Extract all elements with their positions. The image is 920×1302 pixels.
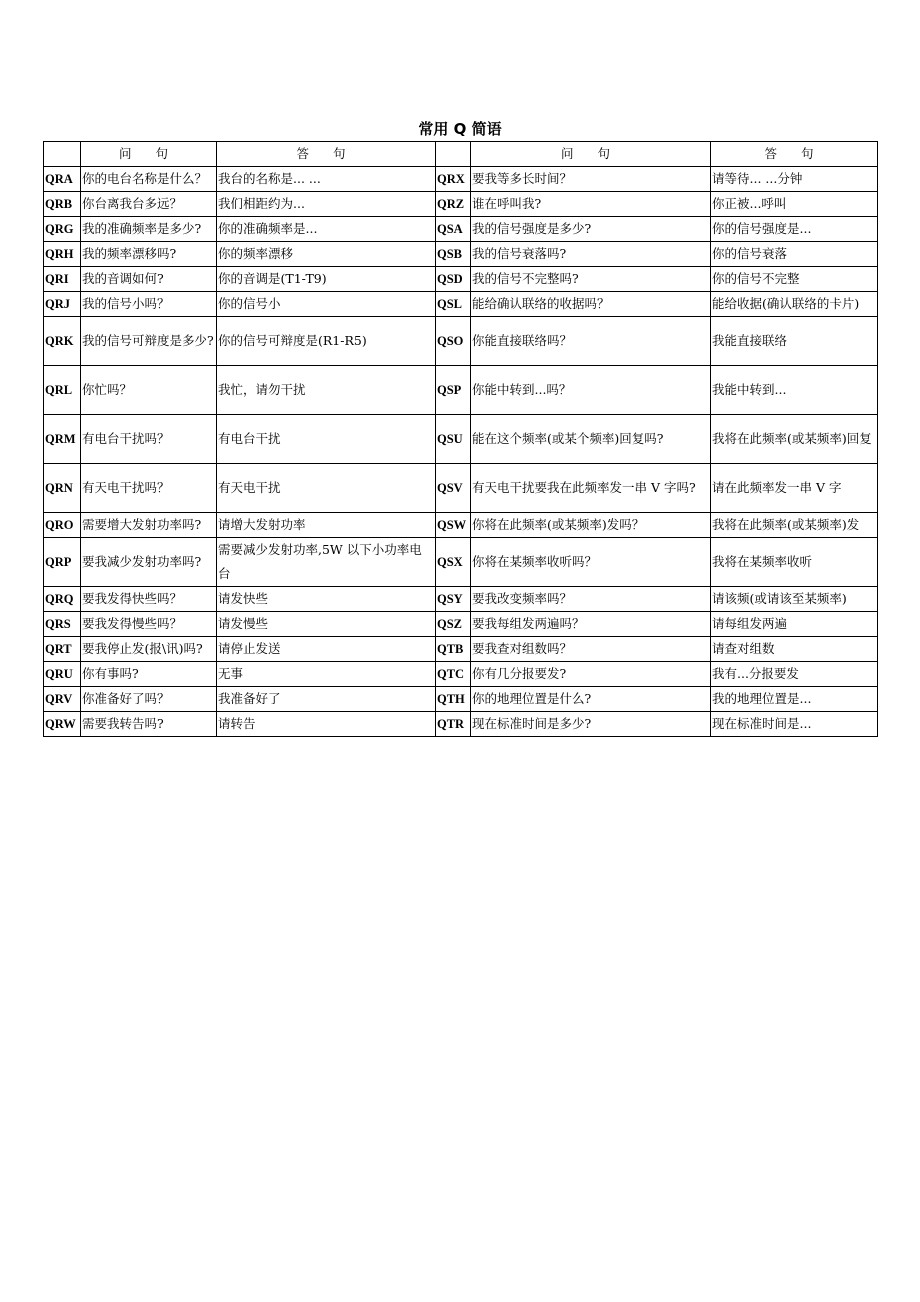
answer-cell: 我有...分报要发: [711, 662, 878, 687]
q-code: QTH: [436, 687, 471, 712]
q-code: QRP: [44, 538, 81, 587]
question-cell: 要我每组发两遍吗？: [471, 612, 711, 637]
question-cell: 要我发得慢些吗？: [81, 612, 217, 637]
q-code: QSP: [436, 366, 471, 415]
q-code: QRM: [44, 415, 81, 464]
question-cell: 你的地理位置是什么?: [471, 687, 711, 712]
answer-cell: 我将在此频率(或某频率)回复: [711, 415, 878, 464]
question-cell: 你有几分报要发?: [471, 662, 711, 687]
table-row: [44, 415, 878, 464]
question-cell: 要我减少发射功率吗?: [81, 538, 217, 587]
answer-cell: 有电台干扰: [217, 415, 436, 464]
q-code: QRO: [44, 513, 81, 538]
table-row: [44, 217, 878, 242]
answer-cell: 请增大发射功率: [217, 513, 436, 538]
q-code-table: [43, 141, 878, 737]
q-code: QRN: [44, 464, 81, 513]
question-cell: 有电台干扰吗？: [81, 415, 217, 464]
question-cell: 你准备好了吗？: [81, 687, 217, 712]
question-cell: 要我改变频率吗？: [471, 587, 711, 612]
answer-cell: 请每组发两遍: [711, 612, 878, 637]
table-row: [44, 687, 878, 712]
q-code: QSO: [436, 317, 471, 366]
table-row: [44, 292, 878, 317]
table-row: [44, 612, 878, 637]
q-code: QTR: [436, 712, 471, 737]
question-cell: 有天电干扰要我在此频率发一串 V 字吗?: [471, 464, 711, 513]
q-code: QSD: [436, 267, 471, 292]
question-cell: 有天电干扰吗？: [81, 464, 217, 513]
question-cell: 我的频率漂移吗?: [81, 242, 217, 267]
answer-cell: 请停止发送: [217, 637, 436, 662]
answer-cell: 现在标准时间是...: [711, 712, 878, 737]
question-cell: 你忙吗？: [81, 366, 217, 415]
table-row: [44, 242, 878, 267]
question-cell: 你将在此频率(或某频率)发吗？: [471, 513, 711, 538]
question-cell: 你能中转到...吗？: [471, 366, 711, 415]
question-cell: 能在这个频率(或某个频率)回复吗?: [471, 415, 711, 464]
q-code: QRH: [44, 242, 81, 267]
q-code: QSX: [436, 538, 471, 587]
table-row: [44, 662, 878, 687]
answer-cell: 我忙，请勿干扰: [217, 366, 436, 415]
table-row: [44, 538, 878, 587]
question-cell: 我的信号强度是多少?: [471, 217, 711, 242]
table-header-row: [44, 142, 878, 167]
question-cell: 你将在某频率收听吗？: [471, 538, 711, 587]
question-cell: 需要我转告吗?: [81, 712, 217, 737]
table-row: [44, 587, 878, 612]
table-row: [44, 513, 878, 538]
q-code: QRG: [44, 217, 81, 242]
q-code: QRK: [44, 317, 81, 366]
q-code: QRB: [44, 192, 81, 217]
question-cell: 我的准确频率是多少?: [81, 217, 217, 242]
table-row: [44, 712, 878, 737]
question-cell: 我的音调如何?: [81, 267, 217, 292]
answer-cell: 你的信号小: [217, 292, 436, 317]
answer-cell: 我能中转到...: [711, 366, 878, 415]
header-question: 问 句: [81, 142, 217, 167]
question-cell: 你能直接联络吗？: [471, 317, 711, 366]
q-code: QRT: [44, 637, 81, 662]
answer-cell: 请等待... ...分钟: [711, 167, 878, 192]
question-cell: 要我等多长时间？: [471, 167, 711, 192]
header-blank-1: [44, 142, 81, 167]
q-code: QRZ: [436, 192, 471, 217]
answer-cell: 我将在某频率收听: [711, 538, 878, 587]
answer-cell: 你的频率漂移: [217, 242, 436, 267]
q-code: QRI: [44, 267, 81, 292]
question-cell: 谁在呼叫我?: [471, 192, 711, 217]
answer-cell: 有天电干扰: [217, 464, 436, 513]
q-code: QRQ: [44, 587, 81, 612]
question-cell: 现在标准时间是多少?: [471, 712, 711, 737]
q-code: QTC: [436, 662, 471, 687]
q-code: QRS: [44, 612, 81, 637]
question-cell: 我的信号不完整吗?: [471, 267, 711, 292]
header-answer-2: 答 句: [711, 142, 878, 167]
answer-cell: 我将在此频率(或某频率)发: [711, 513, 878, 538]
table-row: [44, 464, 878, 513]
answer-cell: 无事: [217, 662, 436, 687]
table-row: [44, 192, 878, 217]
answer-cell: 你的信号不完整: [711, 267, 878, 292]
answer-cell: 请发快些: [217, 587, 436, 612]
q-code: QSV: [436, 464, 471, 513]
q-code: QSZ: [436, 612, 471, 637]
question-cell: 需要增大发射功率吗?: [81, 513, 217, 538]
q-code: QTB: [436, 637, 471, 662]
q-code: QRA: [44, 167, 81, 192]
question-cell: 你的电台名称是什么？: [81, 167, 217, 192]
answer-cell: 你的信号衰落: [711, 242, 878, 267]
question-cell: 要我停止发(报\讯)吗?: [81, 637, 217, 662]
q-code: QSA: [436, 217, 471, 242]
answer-cell: 我的地理位置是...: [711, 687, 878, 712]
answer-cell: 我们相距约为...: [217, 192, 436, 217]
q-code: QRX: [436, 167, 471, 192]
answer-cell: 我准备好了: [217, 687, 436, 712]
question-cell: 我的信号衰落吗?: [471, 242, 711, 267]
answer-cell: 请发慢些: [217, 612, 436, 637]
answer-cell: 你的信号强度是...: [711, 217, 878, 242]
q-code: QSW: [436, 513, 471, 538]
question-cell: 我的信号可辩度是多少?: [81, 317, 217, 366]
q-code: QRV: [44, 687, 81, 712]
table-row: [44, 167, 878, 192]
table-row: [44, 317, 878, 366]
question-cell: 你有事吗?: [81, 662, 217, 687]
answer-cell: 请该频(或请该至某频率): [711, 587, 878, 612]
q-code: QRU: [44, 662, 81, 687]
answer-cell: 你的音调是(T1-T9): [217, 267, 436, 292]
q-code: QSU: [436, 415, 471, 464]
question-cell: 你台离我台多远？: [81, 192, 217, 217]
q-code: QSL: [436, 292, 471, 317]
q-code: QRL: [44, 366, 81, 415]
q-code: QRW: [44, 712, 81, 737]
answer-cell: 你的准确频率是...: [217, 217, 436, 242]
question-cell: 要我发得快些吗？: [81, 587, 217, 612]
q-code: QRJ: [44, 292, 81, 317]
answer-cell: 需要减少发射功率,5W 以下小功率电台: [217, 538, 436, 587]
answer-cell: 我台的名称是... ...: [217, 167, 436, 192]
answer-cell: 请在此频率发一串 V 字: [711, 464, 878, 513]
question-cell: 我的信号小吗？: [81, 292, 217, 317]
table-row: [44, 366, 878, 415]
table-row: [44, 267, 878, 292]
q-code: QSB: [436, 242, 471, 267]
answer-cell: 你正被...呼叫: [711, 192, 878, 217]
header-answer: 答 句: [217, 142, 436, 167]
answer-cell: 我能直接联络: [711, 317, 878, 366]
question-cell: 能给确认联络的收据吗？: [471, 292, 711, 317]
answer-cell: 请转告: [217, 712, 436, 737]
answer-cell: 能给收据(确认联络的卡片): [711, 292, 878, 317]
answer-cell: 你的信号可辩度是(R1-R5): [217, 317, 436, 366]
q-code: QSY: [436, 587, 471, 612]
header-blank-2: [436, 142, 471, 167]
header-question-2: 问 句: [471, 142, 711, 167]
question-cell: 要我查对组数吗？: [471, 637, 711, 662]
answer-cell: 请查对组数: [711, 637, 878, 662]
page-title: 常用 Q 简语: [418, 120, 502, 138]
table-row: [44, 637, 878, 662]
